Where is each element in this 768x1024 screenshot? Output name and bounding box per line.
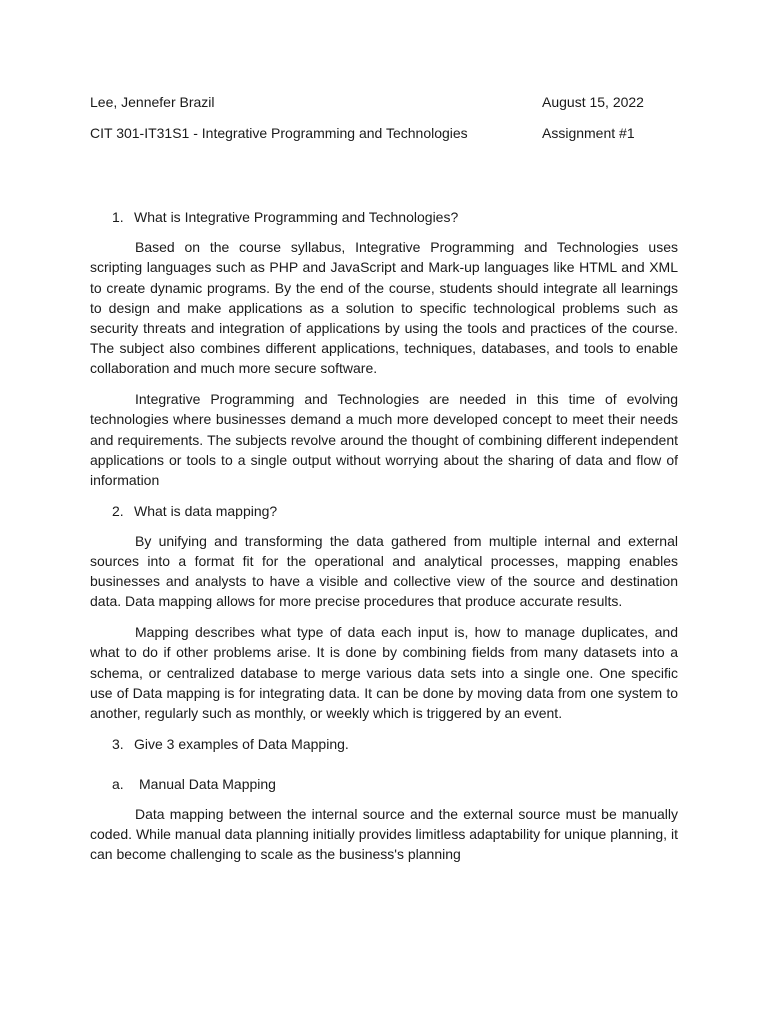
question-text: What is Integrative Programming and Technologies? xyxy=(134,209,459,225)
question-text: What is data mapping? xyxy=(134,502,278,519)
author-name: Lee, Jennefer Brazil xyxy=(90,94,215,110)
question-number: 1. xyxy=(112,209,124,225)
answer-paragraph: Data mapping between the internal source and the external source must be manually coded. While manual data planning initially provides limitless adaptability for unique planning, it can become challenging to scale as the business's planning xyxy=(90,806,678,863)
course-title: CIT 301-IT31S1 - Integrative Programming and Technologies xyxy=(90,125,468,141)
question-number: 2. xyxy=(112,502,124,519)
question-2 xyxy=(90,501,678,521)
document-date: August 15, 2022 xyxy=(542,94,644,110)
subitem-a xyxy=(90,774,678,794)
assignment-label: Assignment #1 xyxy=(542,125,635,141)
answer-paragraph: By unifying and transforming the data gathered from multiple internal and external sources into a format fit for the operational and analytical processes, mapping enables businesses and analysts to have a visible and collective view of the source and destination data. Data mapping allows for more precise procedures that produce accurate results. xyxy=(90,532,678,610)
question-number: 3. xyxy=(112,735,124,752)
subitem-title: Manual Data Mapping xyxy=(139,775,276,792)
document-body xyxy=(90,207,678,875)
question-3 xyxy=(90,734,678,754)
question-text: Give 3 examples of Data Mapping. xyxy=(134,735,349,752)
question-1 xyxy=(90,207,678,227)
answer-paragraph: Based on the course syllabus, Integrative Programming and Technologies uses scripting languages such as PHP and JavaScript and Mark-up languages like HTML and XML to create dynamic programs. By the end of the course, students should integrate all learnings to design and make applications as a solution to specific technological problems such as security threats and integration of applications by using the tools and practices of the course. The subject also combines different applications, techniques, databases, and tools to enable collaboration and much more secure software. xyxy=(90,239,678,377)
answer-paragraph: Mapping describes what type of data each input is, how to manage duplicates, and what to do if other problems arise. It is done by combining fields from many datasets into a schema, or centralized database to merge various data sets into a single one. One specific use of Data mapping is for integrating data. It can be done by moving data from one system to another, regularly such as monthly, or weekly which is triggered by an event. xyxy=(90,624,678,721)
answer-paragraph: Integrative Programming and Technologies are needed in this time of evolving technologies where businesses demand a much more developed concept to meet their needs and requirements. The subjects revolve around the thought of combining different independent applications or tools to a single output without worrying about the sharing of data and flow of information xyxy=(90,391,678,488)
subitem-letter: a. xyxy=(112,775,124,792)
